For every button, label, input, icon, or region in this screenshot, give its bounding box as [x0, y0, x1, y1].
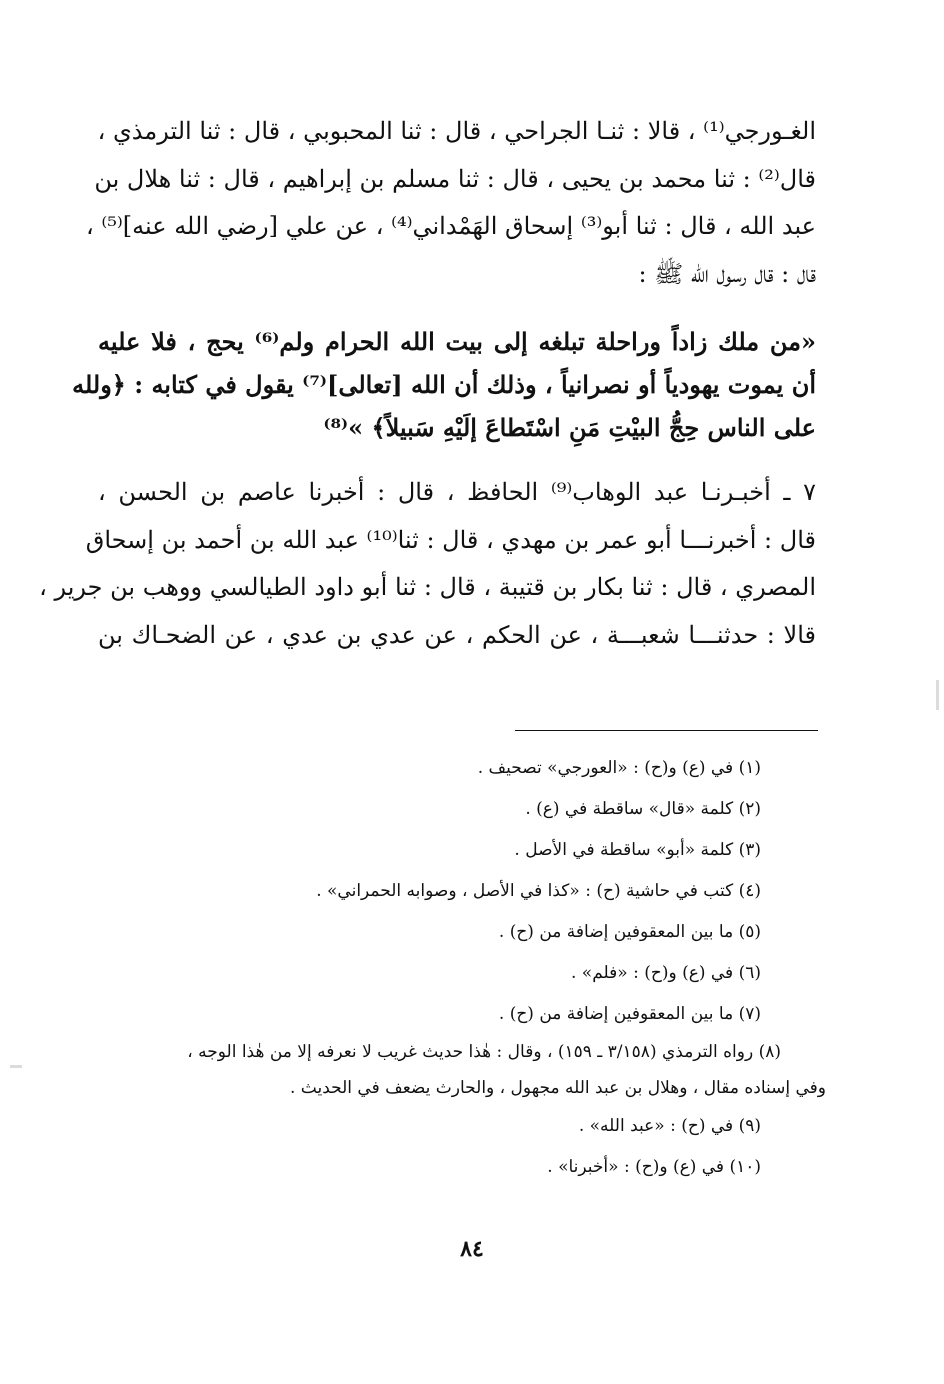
body-line: قال⁽²⁾ : ثنا محمد بن يحيى ، قال : ثنا مسلم بن إبراهيم ، قال : ثنا هلال بن — [94, 164, 816, 193]
main-text — [39, 108, 816, 659]
narration-paragraph — [39, 469, 816, 659]
hadith-line: أن يموت يهودياً أو نصرانياً ، وذلك أن الله [تعالى]⁽⁷⁾ يقول في كتابه : ﴿ولله — [72, 370, 816, 399]
narration-line: المصري ، قال : ثنا بكار بن قتيبة ، قال : ثنا أبو داود الطيالسي ووهب بن جرير ، — [39, 573, 816, 601]
isnad-paragraph — [85, 108, 816, 298]
page-number: ٨٤ — [460, 1236, 484, 1262]
scan-edge-mark — [10, 1065, 22, 1068]
narration-line: قالا : حدثنـــا شعبـــة ، عن الحكم ، عن عدي بن عدي ، عن الضحـاك بن — [98, 620, 816, 649]
footnote-9: (٩) في (ح) : «عبد الله» . — [578, 1116, 761, 1136]
hadith-line: على الناس حِجُّ البيْتِ مَنِ اسْتَطاعَ إلَيْهِ سَبيلاً﴾ »⁽⁸⁾ — [323, 413, 816, 442]
footnote-5: (٥) ما بين المعقوفين إضافة من (ح) . — [498, 922, 761, 942]
footnote-8: (٨) رواه الترمذي (٣/١٥٨ ـ ١٥٩) ، وقال : هٰذا حديث غريب لا نعرفه إلا من هٰذا الوجه ، — [187, 1042, 781, 1062]
footnote-3: (٣) كلمة «أبو» ساقطة في الأصل . — [514, 840, 761, 860]
scan-edge-mark — [936, 680, 939, 710]
hadith-text — [72, 320, 816, 449]
narration-line: قال : أخبرنـــا أبو عمر بن مهدي ، قال : ثنا⁽¹⁰⁾ عبد الله بن أحمد بن إسحاق — [85, 525, 816, 554]
footnote-2: (٢) كلمة «قال» ساقطة في (ع) . — [525, 799, 761, 819]
footnote-divider — [515, 730, 818, 731]
body-line: الغـورجي⁽¹⁾ ، قالا : ثنـا الجراحي ، قال : ثنا المحبوبي ، قال : ثنا الترمذي ، — [97, 117, 816, 145]
footnote-6: (٦) في (ع) و(ح) : «فلم» . — [571, 963, 761, 983]
footnote-10: (١٠) في (ع) و(ح) : «أخبرنا» . — [547, 1157, 761, 1177]
footnote-4: (٤) كتب في حاشية (ح) : «كذا في الأصل ، وصوابه الحمراني» . — [316, 881, 761, 901]
hadith-line: «من ملك زاداً وراحلة تبلغه إلى بيت الله الحرام ولم⁽⁶⁾ يحج ، فلا عليه — [98, 327, 816, 356]
footnotes — [96, 748, 826, 1188]
body-line: عبد الله ، قال : ثنا أبو⁽³⁾ إسحاق الهَمْداني⁽⁴⁾ ، عن علي [رضي الله عنه]⁽⁵⁾ ، — [85, 212, 816, 240]
footnote-1: (١) في (ع) و(ح) : «العورجي» تصحيف . — [477, 758, 761, 778]
footnote-8-continuation: وفي إسناده مقال ، وهلال بن عبد الله مجهول ، والحارث يضعف في الحديث . — [289, 1078, 826, 1098]
body-line: قال : قال رسول الله ﷺ : — [638, 259, 816, 288]
footnote-7: (٧) ما بين المعقوفين إضافة من (ح) . — [498, 1004, 761, 1024]
narration-line: ٧ ـ أخبـرنـا عبد الوهاب⁽⁹⁾ الحافظ ، قال : أخبرنا عاصم بن الحسن ، — [98, 478, 816, 506]
